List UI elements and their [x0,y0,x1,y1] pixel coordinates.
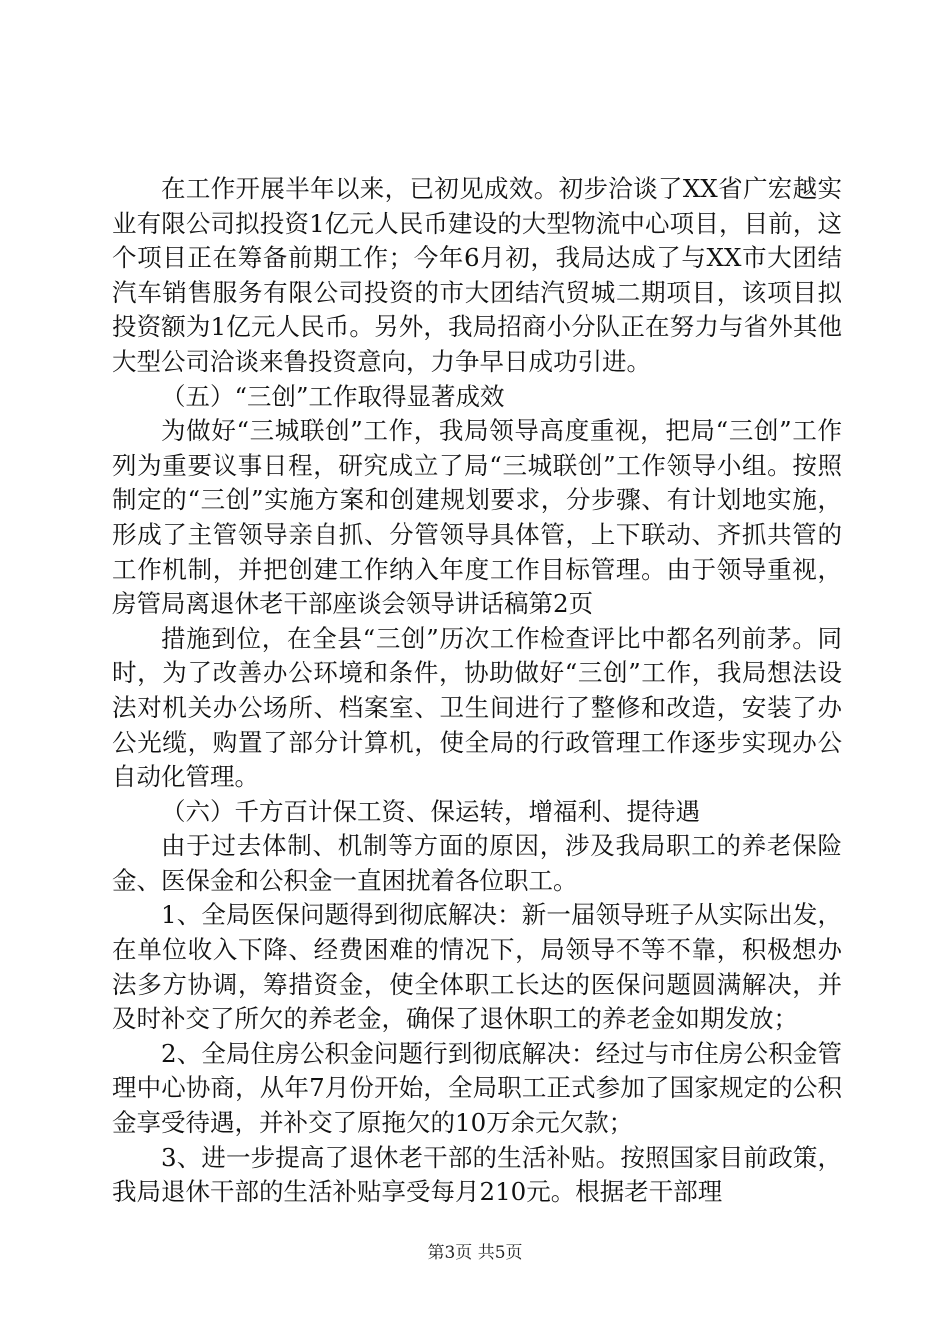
paragraph-item-1: 1、全局医保问题得到彻底解决：新一届领导班子从实际出发，在单位收入下降、经费困难的情况下，局领导不等不靠，积极想办法多方协调，筹措资金，使全体职工长达的医保问题圆满解决，并及时补交了所欠的养老金，确保了退休职工的养老金如期发放； [112,900,842,1034]
paragraph-measures: 措施到位，在全县“三创”历次工作检查评比中都名列前茅。同时，为了改善办公环境和条件，协助做好“三创”工作，我局想法设法对机关办公场所、档案室、卫生间进行了整修和改造，安装了办公光缆，购置了部分计算机，使全局的行政管理工作逐步实现办公自动化管理。 [112,623,842,792]
paragraph-background: 由于过去体制、机制等方面的原因，涉及我局职工的养老保险金、医保金和公积金一直困扰着各位职工。 [112,831,842,895]
paragraph-three-creations: 为做好“三城联创”工作，我局领导高度重视，把局“三创”工作列为重要议事日程，研究成立了局“三城联创”工作领导小组。按照制定的“三创”实施方案和创建规划要求，分步骤、有计划地实施，形成了主管领导亲自抓、分管领导具体管，上下联动、齐抓共管的工作机制，并把创建工作纳入年度工作目标管理。由于领导重视，房管局离退休老干部座谈会领导讲话稿第2页 [112,416,842,619]
paragraph-item-3: 3、进一步提高了退休老干部的生活补贴。按照国家目前政策，我局退休干部的生活补贴享受每月210元。根据老干部理 [112,1142,842,1207]
document-body [112,172,842,1210]
section-heading-five: （五）“三创”工作取得显著成效 [161,381,505,411]
page-footer: 第3页 共5页 [427,1243,523,1263]
paragraph-investment-results: 在工作开展半年以来，已初见成效。初步洽谈了XX省广宏越实业有限公司拟投资1亿元人民币建设的大型物流中心项目，目前，这个项目正在筹备前期工作；今年6月初，我局达成了与XX市大团结汽车销售服务有限公司投资的市大团结汽贸城二期项目，该项目拟投资额为1亿元人民币。另外，我局招商小分队正在努力与省外其他大型公司洽谈来鲁投资意向，力争早日成功引进。 [112,174,842,376]
section-heading-six: （六）千方百计保工资、保运转，增福利、提待遇 [161,796,700,826]
paragraph-item-2: 2、全局住房公积金问题行到彻底解决：经过与市住房公积金管理中心协商，从年7月份开始，全局职工正式参加了国家规定的公积金享受待遇，并补交了原拖欠的10万余元欠款； [112,1038,842,1138]
